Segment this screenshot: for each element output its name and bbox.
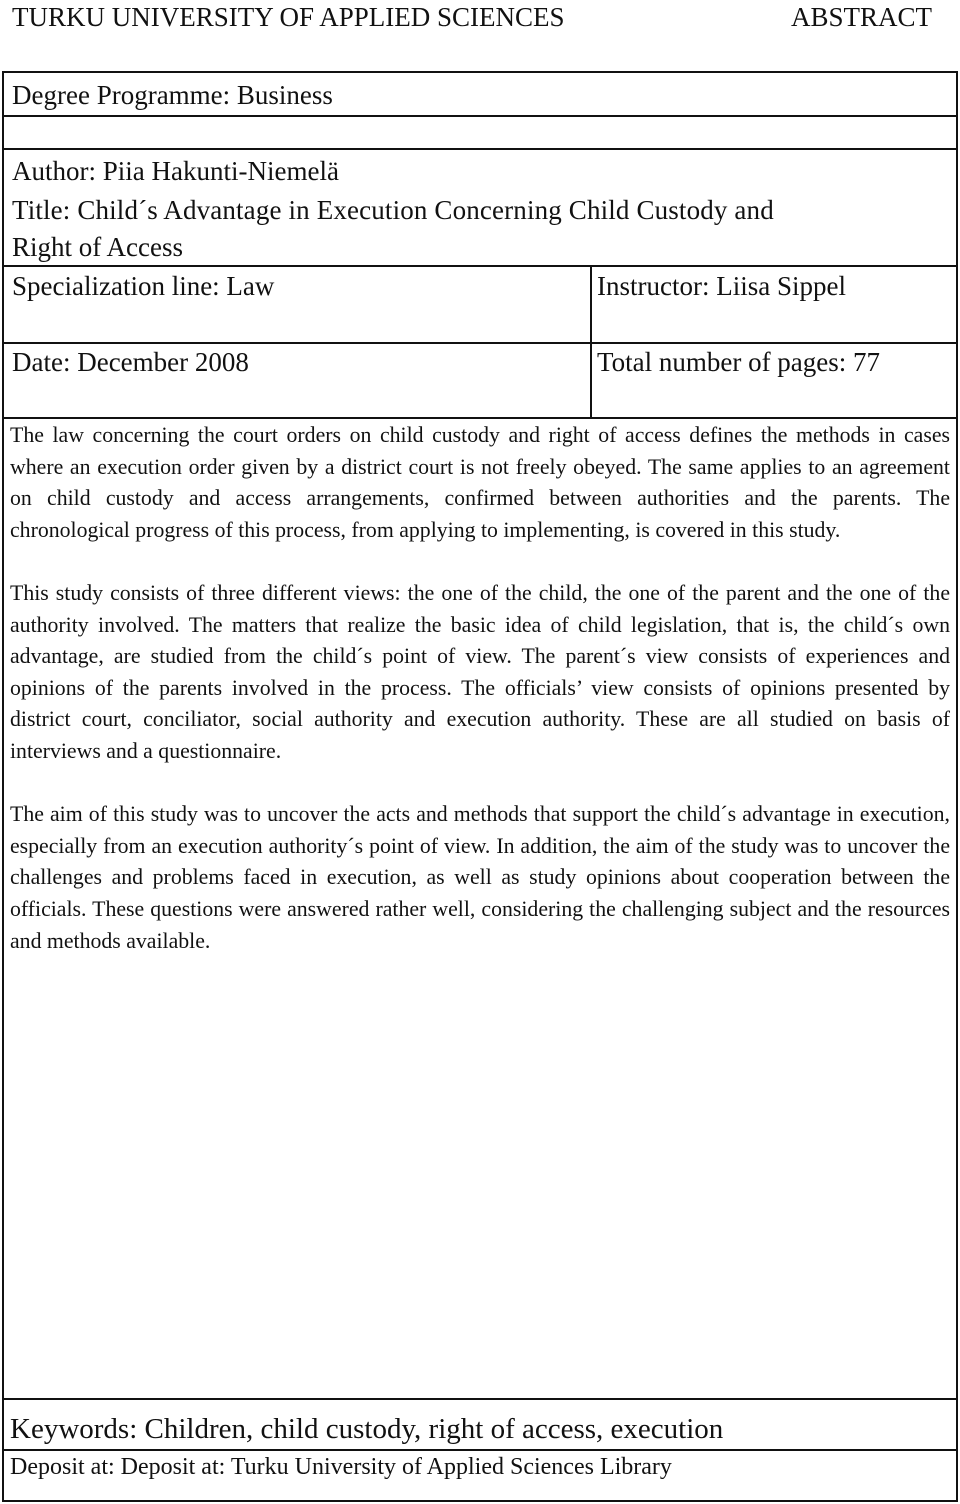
thesis-title-line1: Title: Child´s Advantage in Execution Concerning Child Custody and <box>12 195 774 225</box>
rule-after-degree <box>4 115 956 117</box>
abstract-paragraph-1: The law concerning the court orders on child custody and right of access defines the methods in cases where an execution order given by a district court is not freely obeyed. The same applies to an agreement on child custody and access arrangements, confirmed between authorities and the parents. The chronological progress of this process, from applying to implementing, is covered in this study. <box>10 423 950 542</box>
degree-programme: Degree Programme: Business <box>12 80 333 110</box>
deposit-location: Deposit at: Deposit at: Turku University of Applied Sciences Library <box>10 1454 672 1480</box>
document-type: ABSTRACT <box>790 2 932 32</box>
specialization-line: Specialization line: Law <box>12 271 275 301</box>
total-pages: Total number of pages: 77 <box>597 347 881 377</box>
author: Author: Piia Hakunti-Niemelä <box>12 156 339 186</box>
thesis-title-line2: Right of Access <box>12 232 183 262</box>
column-divider <box>590 265 592 417</box>
abstract-paragraph-3: The aim of this study was to uncover the acts and methods that support the child´s advantage in execution, especially from an execution authority´s point of view. In addition, the aim of the study was to uncover the challenges and problems faced in execution, as well as study opinions about cooperation between the officials. These questions were answered rather well, considering the challenging subject and the resources and methods available. <box>10 802 950 953</box>
instructor: Instructor: Liisa Sippel <box>597 271 846 301</box>
rule-after-blank <box>4 148 956 150</box>
abstract-body <box>10 420 950 989</box>
abstract-paragraph-2: This study consists of three different views: the one of the child, the one of the parent and the one of the authority involved. The matters that realize the basic idea of child legislation, that is, the child´s own advantage, are studied from the child´s point of view. The parent´s view consists of experiences and opinions of the parents involved in the process. The officials’ view consists of opinions presented by district court, conciliator, social authority and execution authority. These are all studied on basis of interviews and a questionnaire. <box>10 580 950 763</box>
rule-after-date <box>4 417 956 419</box>
rule-before-keywords <box>4 1398 956 1400</box>
page-header <box>12 0 932 34</box>
rule-after-title <box>4 265 956 267</box>
keywords: Keywords: Children, child custody, right of access, execution <box>10 1413 724 1445</box>
university-name: TURKU UNIVERSITY OF APPLIED SCIENCES <box>12 2 565 32</box>
date: Date: December 2008 <box>12 347 249 377</box>
